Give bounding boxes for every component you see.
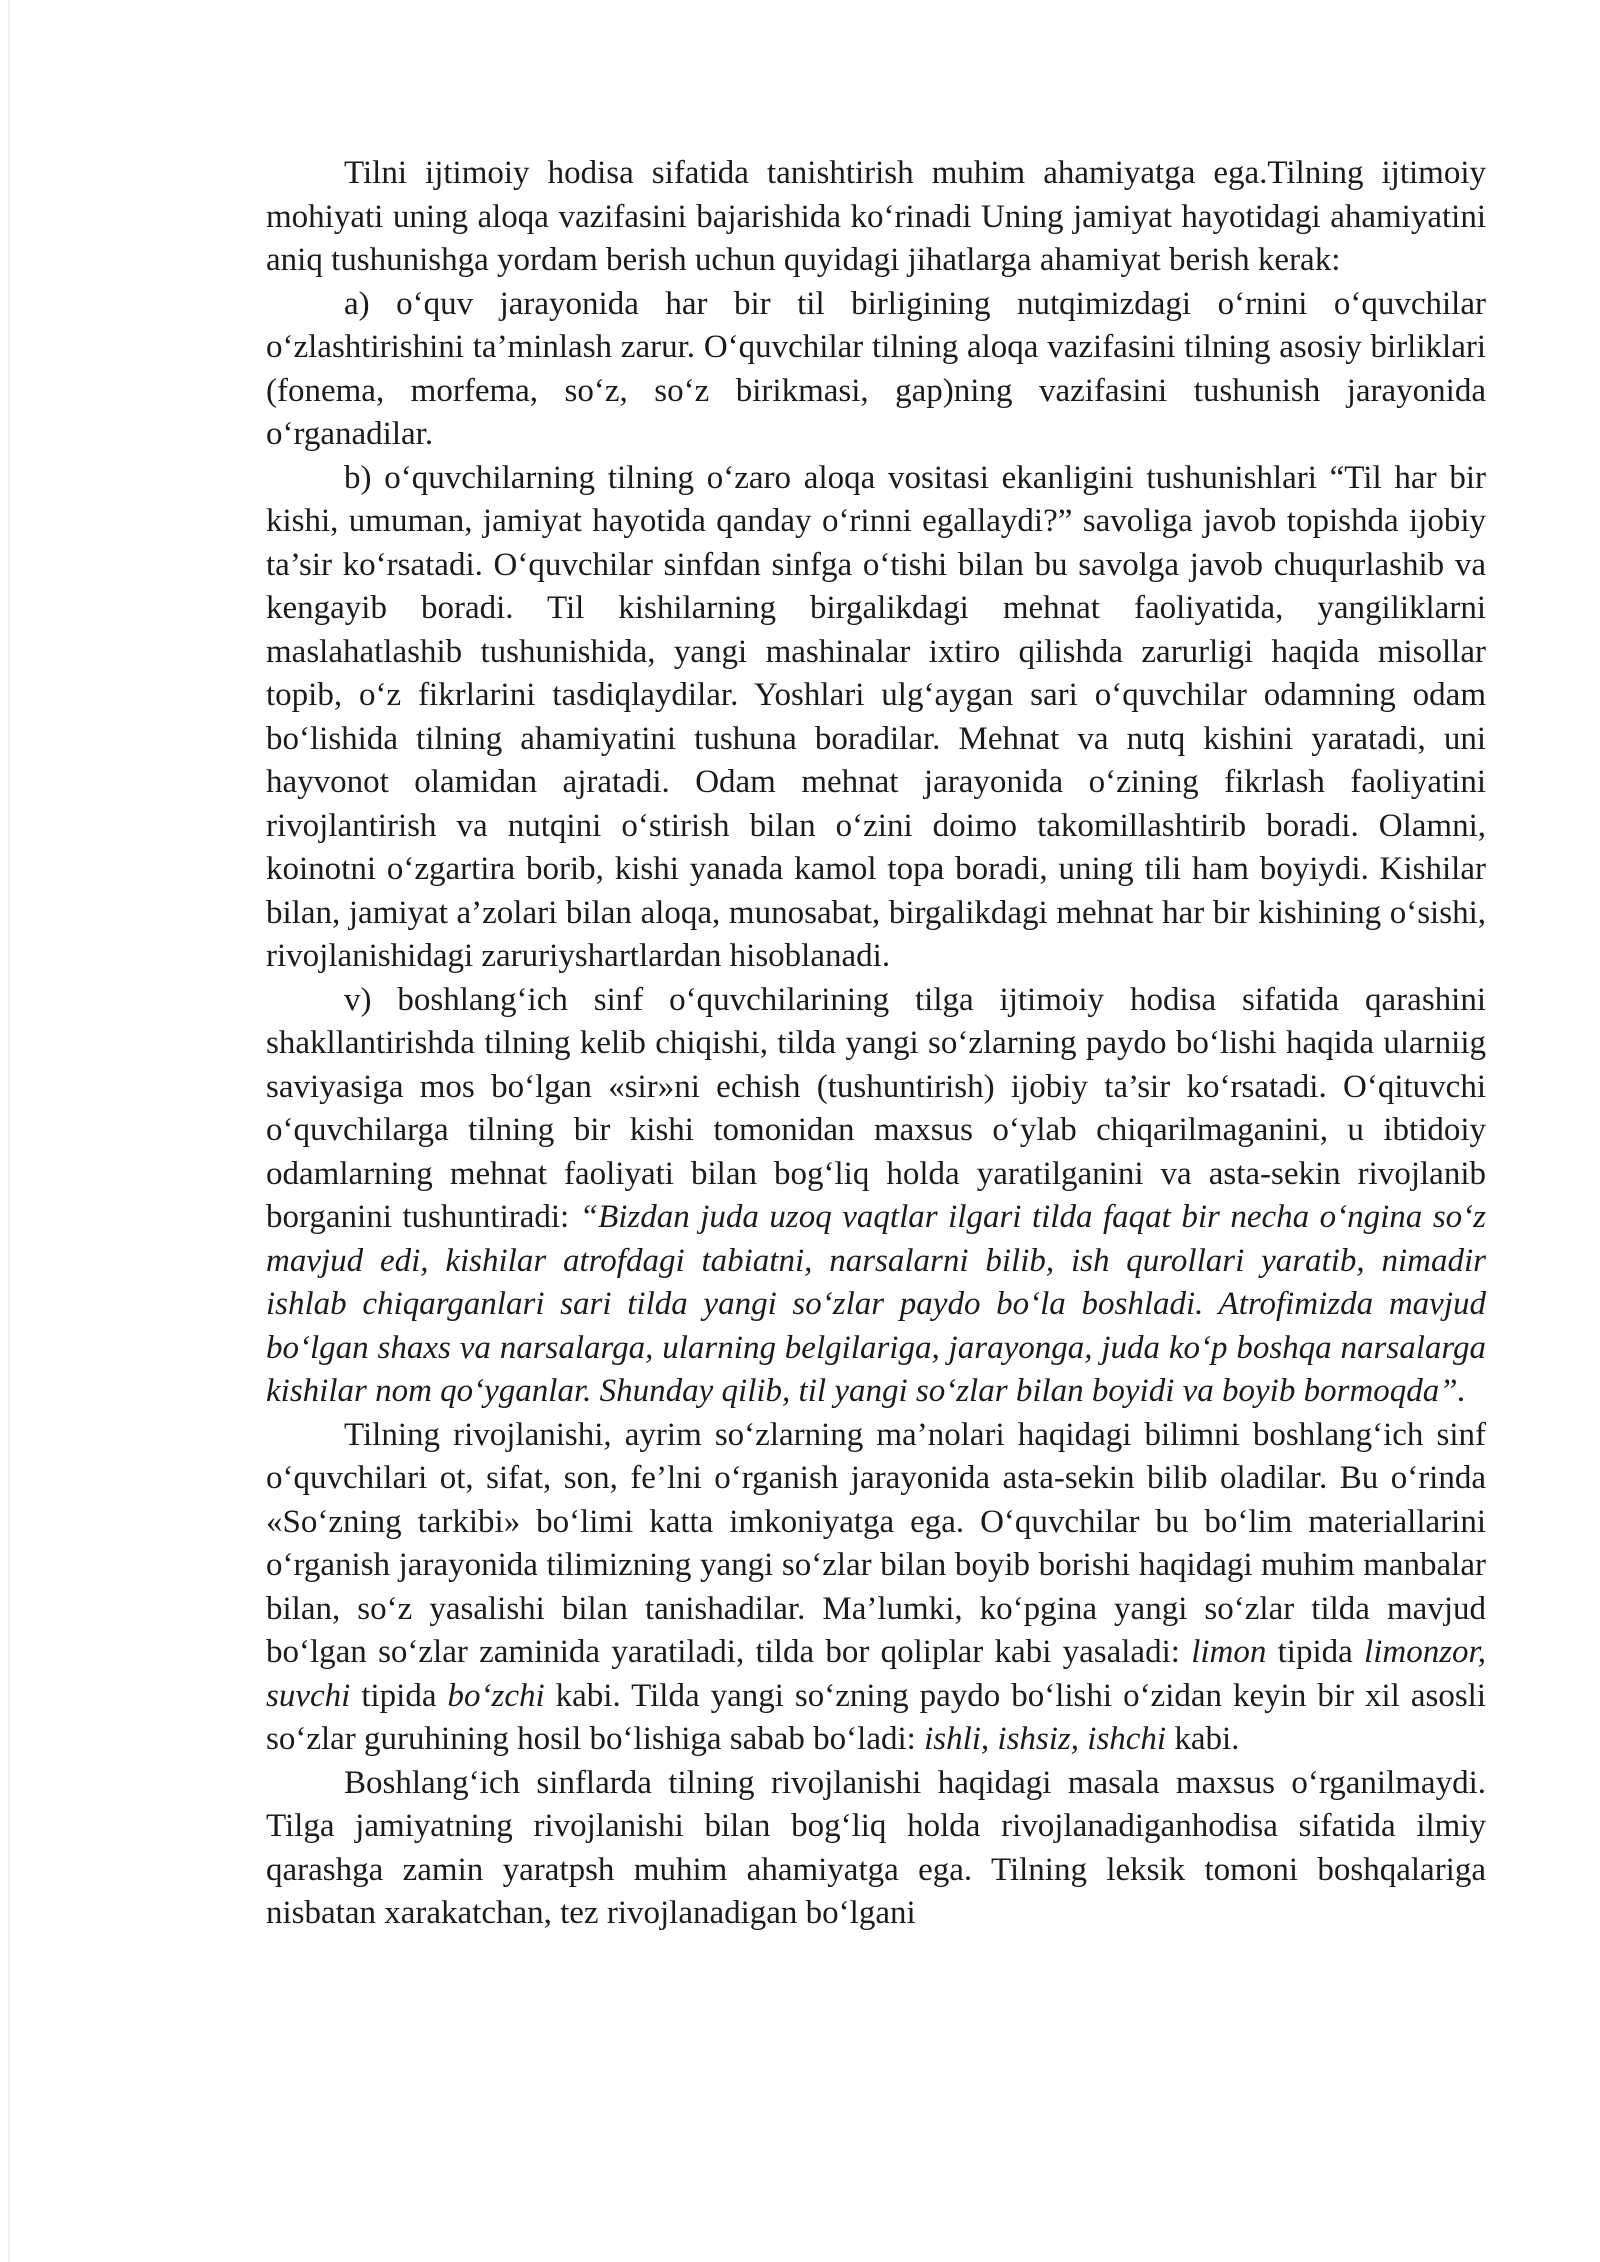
- italic-example: limonzor, suvchi: [266, 1634, 1486, 1714]
- document-body: [266, 152, 1486, 1936]
- paragraph-v-text: v) boshlang‘ich sinf o‘quvchilarining tilga ijtimoiy hodisa sifatida qarashini shakllantirishda tilning kelib chiqishi, tilda yangi so‘zlarning paydo bo‘lishi haqida ularniig saviyasiga mos bo‘lgan «sir»ni echish (tushuntirish) ijobiy ta’sir ko‘rsatadi. O‘qituvchi o‘quvchilarga tilning bir kishi tomonidan maxsus o‘ylab chiqarilmaganini, u ibtidoiy odamlarning mehnat faoliyati bilan bog‘liq holda yaratilganini va asta-sekin rivojlanib borganini tushuntiradi:: [266, 981, 1486, 1235]
- italic-example: limon: [1191, 1634, 1267, 1670]
- italic-example: bo‘zchi: [447, 1677, 545, 1714]
- text-run: tipida: [350, 1677, 448, 1714]
- paragraph-primary-classes: Boshlang‘ich sinflarda tilning rivojlanishi haqidagi masala maxsus o‘rganilmaydi. Tilga jamiyatning rivojlanishi bilan bog‘liq holda rivojlanadiganhodisa sifatida ilmiy qarashga zamin yaratpsh muhim ahamiyatga ega. Tilning leksik tomoni boshqalariga nisbatan xarakatchan, tez rivojlanadigan bo‘lgani: [266, 1764, 1486, 1931]
- paragraph-development: [266, 1414, 1486, 1762]
- paragraph-v-quote: “Bizdan juda uzoq vaqtlar ilgari tilda faqat bir necha o‘ngina so‘z mavjud edi, kishilar atrofdagi tabiatni, narsalarni bilib, ish qurollari yaratib, nimadir ishlab chiqarganlari sari tilda yangi so‘zlar paydo bo‘la boshladi. Atrofimizda mavjud bo‘lgan shaxs va narsalarga, ularning belgilariga, jarayonga, juda ko‘p boshqa narsalarga kishilar nom qo‘yganlar. Shunday qilib, til yangi so‘zlar bilan boyidi va boyib bormoqda”.: [266, 1199, 1486, 1409]
- text-run: kabi. Tilda yangi so‘zning paydo bo‘lishi o‘zidan keyin bir xil asosli so‘zlar guruhining hosil bo‘lishiga sabab bo‘ladi:: [266, 1677, 1487, 1757]
- text-run: Tilning rivojlanishi, ayrim so‘zlarning ma’nolari haqidagi bilimni boshlang‘ich sinf o‘quvchilari ot, sifat, son, fe’lni o‘rganish jarayonida asta-sekin bilib oladilar. Bu o‘rinda «So‘zning tarkibi» bo‘limi katta imkoniyatga ega. O‘quvchilar bu bo‘lim materiallarini o‘rganish jarayonida tilimizning yangi so‘zlar bilan boyib borishi haqidagi muhim manbalar bilan, so‘z yasalishi bilan tanishadilar. Ma’lumki, ko‘pgina yangi so‘zlar tilda mavjud bo‘lgan so‘zlar zaminida yaratiladi, tilda bor qoliplar kabi yasaladi:: [266, 1416, 1486, 1670]
- paragraph-intro: Tilni ijtimoiy hodisa sifatida tanishtirish muhim ahamiyatga ega.Tilning ijtimoiy mohiyati uning aloqa vazifasini bajarishida ko‘rinadi Uning jamiyat hayotidagi ahamiyatini aniq tushunishga yordam berish uchun quyidagi jihatlarga ahamiyat berish kerak:: [266, 155, 1486, 278]
- italic-example: ishli, ishsiz, ishchi: [924, 1721, 1167, 1757]
- page-edge-line: [8, 0, 10, 2262]
- paragraph-b: b) o‘quvchilarning tilning o‘zaro aloqa vositasi ekanligini tushunishlari “Til har bir kishi, umuman, jamiyat hayotida qanday o‘rinni egallaydi?” savoliga javob topishda ijobiy ta’sir ko‘rsatadi. O‘quvchilar sinfdan sinfga o‘tishi bilan bu savolga javob chuqurlashib va kengayib boradi. Til kishilarning birgalikdagi mehnat faoliyatida, yangiliklarni maslahatlashib tushunishida, yangi mashinalar ixtiro qilishda zarurligi haqida misollar topib, o‘z fikrlarini tasdiqlaydilar. Yoshlari ulg‘aygan sari o‘quvchilar odamning odam bo‘lishida tilning ahamiyatini tushuna boradilar. Mehnat va nutq kishini yaratadi, uni hayvonot olamidan ajratadi. Odam mehnat jarayonida o‘zining fikrlash faoliyatini rivojlantirish va nutqini o‘stirish bilan o‘zini doimo takomillashtirib boradi. Olamni, koinotni o‘zgartira borib, kishi yanada kamol topa boradi, uning tili ham boyiydi. Kishilar bilan, jamiyat a’zolari bilan aloqa, munosabat, birgalikdagi mehnat har bir kishining o‘sishi, rivojlanishidagi zaruriyshartlardan hisoblanadi.: [266, 459, 1486, 974]
- text-run: kabi.: [1166, 1721, 1240, 1757]
- paragraph-a: a) o‘quv jarayonida har bir til birligining nutqimizdagi o‘rnini o‘quvchilar o‘zlashtirishini ta’minlash zarur. O‘quvchilar tilning aloqa vazifasini tilning asosiy birliklari (fonema, morfema, so‘z, so‘z birikmasi, gap)ning vazifasini tushunish jarayonida o‘rganadilar.: [266, 285, 1486, 452]
- text-run: tipida: [1266, 1634, 1365, 1670]
- paragraph-v: [266, 979, 1486, 1414]
